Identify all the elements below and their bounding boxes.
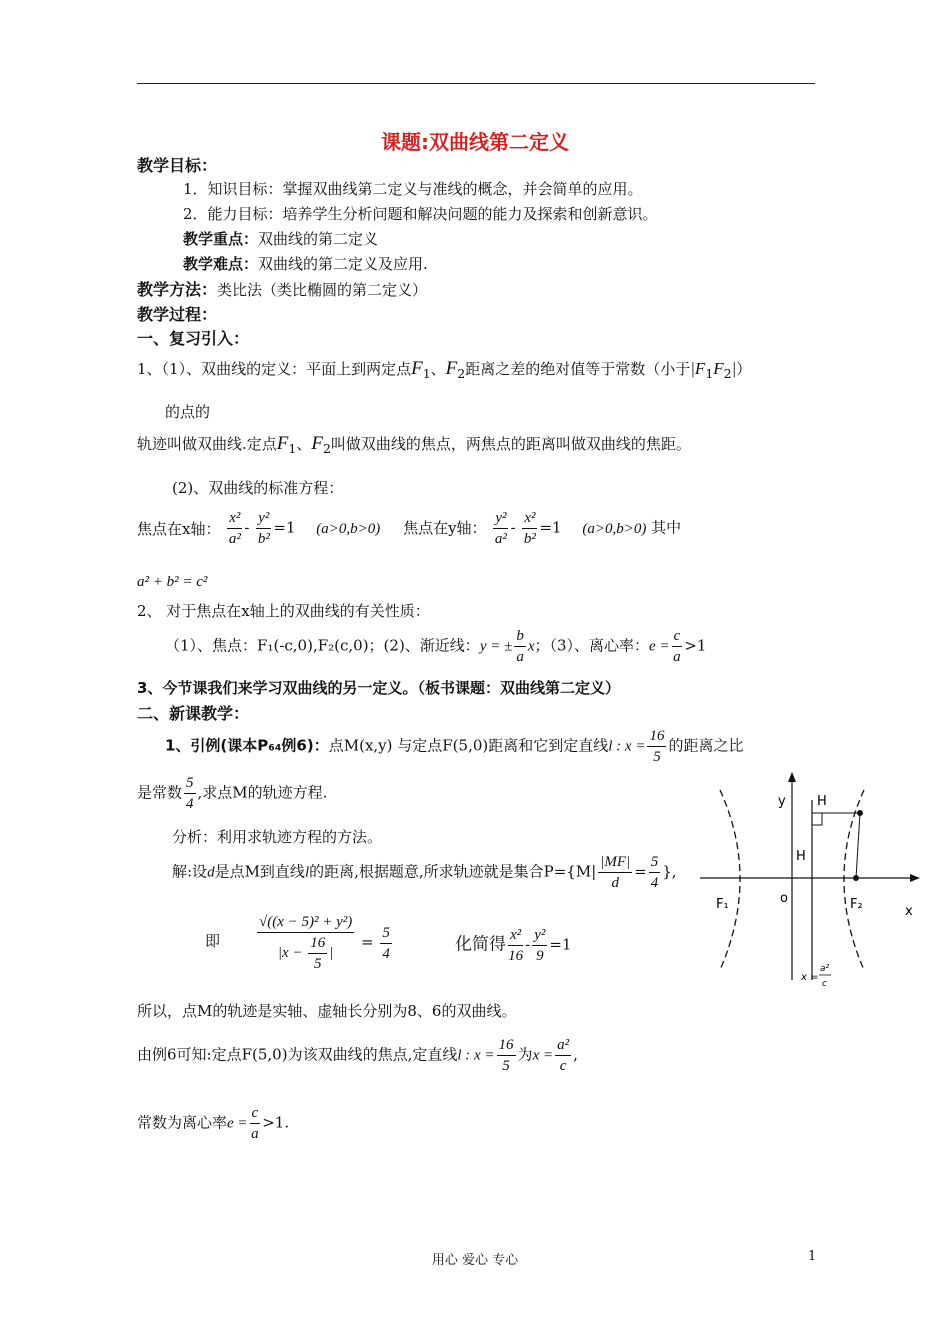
example-line: 1、引例(课本P₆₄例6)：点M(x,y) 与定点F(5,0)距离和它到定直线l : x = $\frac{16}{5}$ 的距离之比: [165, 728, 744, 765]
y-label: y: [778, 794, 786, 809]
y-axis-arrow: [788, 772, 796, 782]
directrix-formula-num: a²: [820, 964, 830, 974]
standard-equations: 焦点在x轴： $\frac{\text{x²}}{\text{a²}}$ - $\frac{\text{y²}}{\text{b²}}$ =1 (a>0,b>0) 焦点在y轴： $\frac{\text{y²}}{\text{a²}}$ - $\frac{\text{x²}}{\text{b²}}$ =1 (a>0,b>0) 其中: [137, 510, 682, 547]
hyperbola-figure: [700, 770, 930, 1000]
section-new: 二、新课教学：: [137, 704, 250, 723]
objective-ability: 2．能力目标：培养学生分析问题和解决问题的能力及探索和创新意识。: [183, 205, 658, 223]
definition-line: 1、（1）、双曲线的定义：平面上到两定点$F_1$、$F_2$距离之差的绝对值等于常数（小于$|F_1F_2|$）: [137, 358, 752, 381]
origin-label: o: [780, 891, 788, 906]
properties-heading: 2、 对于焦点在x轴上的双曲线的有关性质：: [137, 602, 430, 620]
directrix-line: 由例6可知:定点F(5,0)为该双曲线的焦点,定直线l : x = $\frac{16}{5}$ 为x = $\frac{\text{a²}}{c}$ ,: [137, 1037, 578, 1074]
objective-knowledge: 1．知识目标：掌握双曲线第二定义与准线的概念，并会简单的应用。: [183, 180, 643, 198]
distance-equation: √((x − 5)² + y²) |x − $\frac{16}{5}$ | = $\frac{5}{4}$: [259, 914, 390, 972]
analysis: 分析：利用求轨迹方程的方法。: [172, 828, 383, 846]
section-review: 一、复习引入：: [137, 329, 250, 348]
h-label-top: H: [817, 794, 827, 809]
x-axis-arrow: [910, 874, 920, 882]
example-cont: 是常数 $\frac{5}{4}$ ,求点M的轨迹方程.: [137, 775, 328, 812]
process-heading: 教学过程：: [137, 305, 218, 324]
f1-label: F₁: [716, 897, 729, 912]
right-angle-mark: [812, 813, 822, 825]
solution-line: 解:设d是点M到直线l的距离,根据题意,所求轨迹就是集合P={M| $\frac{|MF|}{d}$ = $\frac{5}{4}$ },: [172, 854, 677, 891]
page-title: 课题:双曲线第二定义: [381, 130, 569, 154]
key-point: 教学重点：双曲线的第二定义: [183, 230, 379, 248]
simplified-equation: 化简得 $\frac{\text{x²}}{16}$ - $\frac{\text{y²}}{9}$ =1: [455, 927, 572, 964]
objectives-heading: 教学目标：: [137, 156, 218, 175]
header-rule: [137, 83, 815, 84]
focus-f2: [853, 875, 859, 881]
teaching-method: 教学方法：类比法（类比椭圆的第二定义）: [137, 280, 428, 299]
x-label: x: [905, 904, 913, 919]
left-branch: [720, 790, 740, 970]
directrix-formula-den: c: [822, 979, 827, 989]
point-m: [857, 810, 863, 816]
eccentricity-line: 常数为离心率e = $\frac{c}{a}$ >1.: [137, 1105, 290, 1142]
definition-cont: 的点的: [165, 403, 211, 421]
page-number: 1: [808, 1249, 817, 1264]
f2-label: F₂: [850, 897, 863, 912]
directrix-formula: x =: [801, 972, 819, 983]
difficult-point: 教学难点：双曲线的第二定义及应用.: [183, 255, 428, 273]
conclusion: 所以，点M的轨迹是实轴、虚轴长分别为8、6的双曲线。: [137, 1002, 517, 1020]
foci-line: 轨迹叫做双曲线.定点$F_1$、$F_2$叫做双曲线的焦点，两焦点的距离叫做双曲线的焦距。: [137, 433, 691, 456]
properties-line: （1）、焦点：F₁(-c,0),F₂(c,0)；(2)、渐近线：y = ± $\frac{b}{a}$ x；（3）、离心率：e = $\frac{c}{a}$ >1: [165, 628, 707, 665]
lesson-intro: 3、今节课我们来学习双曲线的另一定义。（板书课题：双曲线第二定义）: [137, 679, 620, 697]
h-label-mid: H: [796, 849, 806, 864]
standard-eq-heading: (2)、双曲线的标准方程：: [172, 479, 344, 497]
mf-segment: [856, 813, 860, 878]
ji-label: 即: [205, 932, 221, 950]
abc-relation: a² + b² = c²: [137, 574, 208, 590]
footer: 用心 爱心 专心: [431, 1253, 519, 1268]
